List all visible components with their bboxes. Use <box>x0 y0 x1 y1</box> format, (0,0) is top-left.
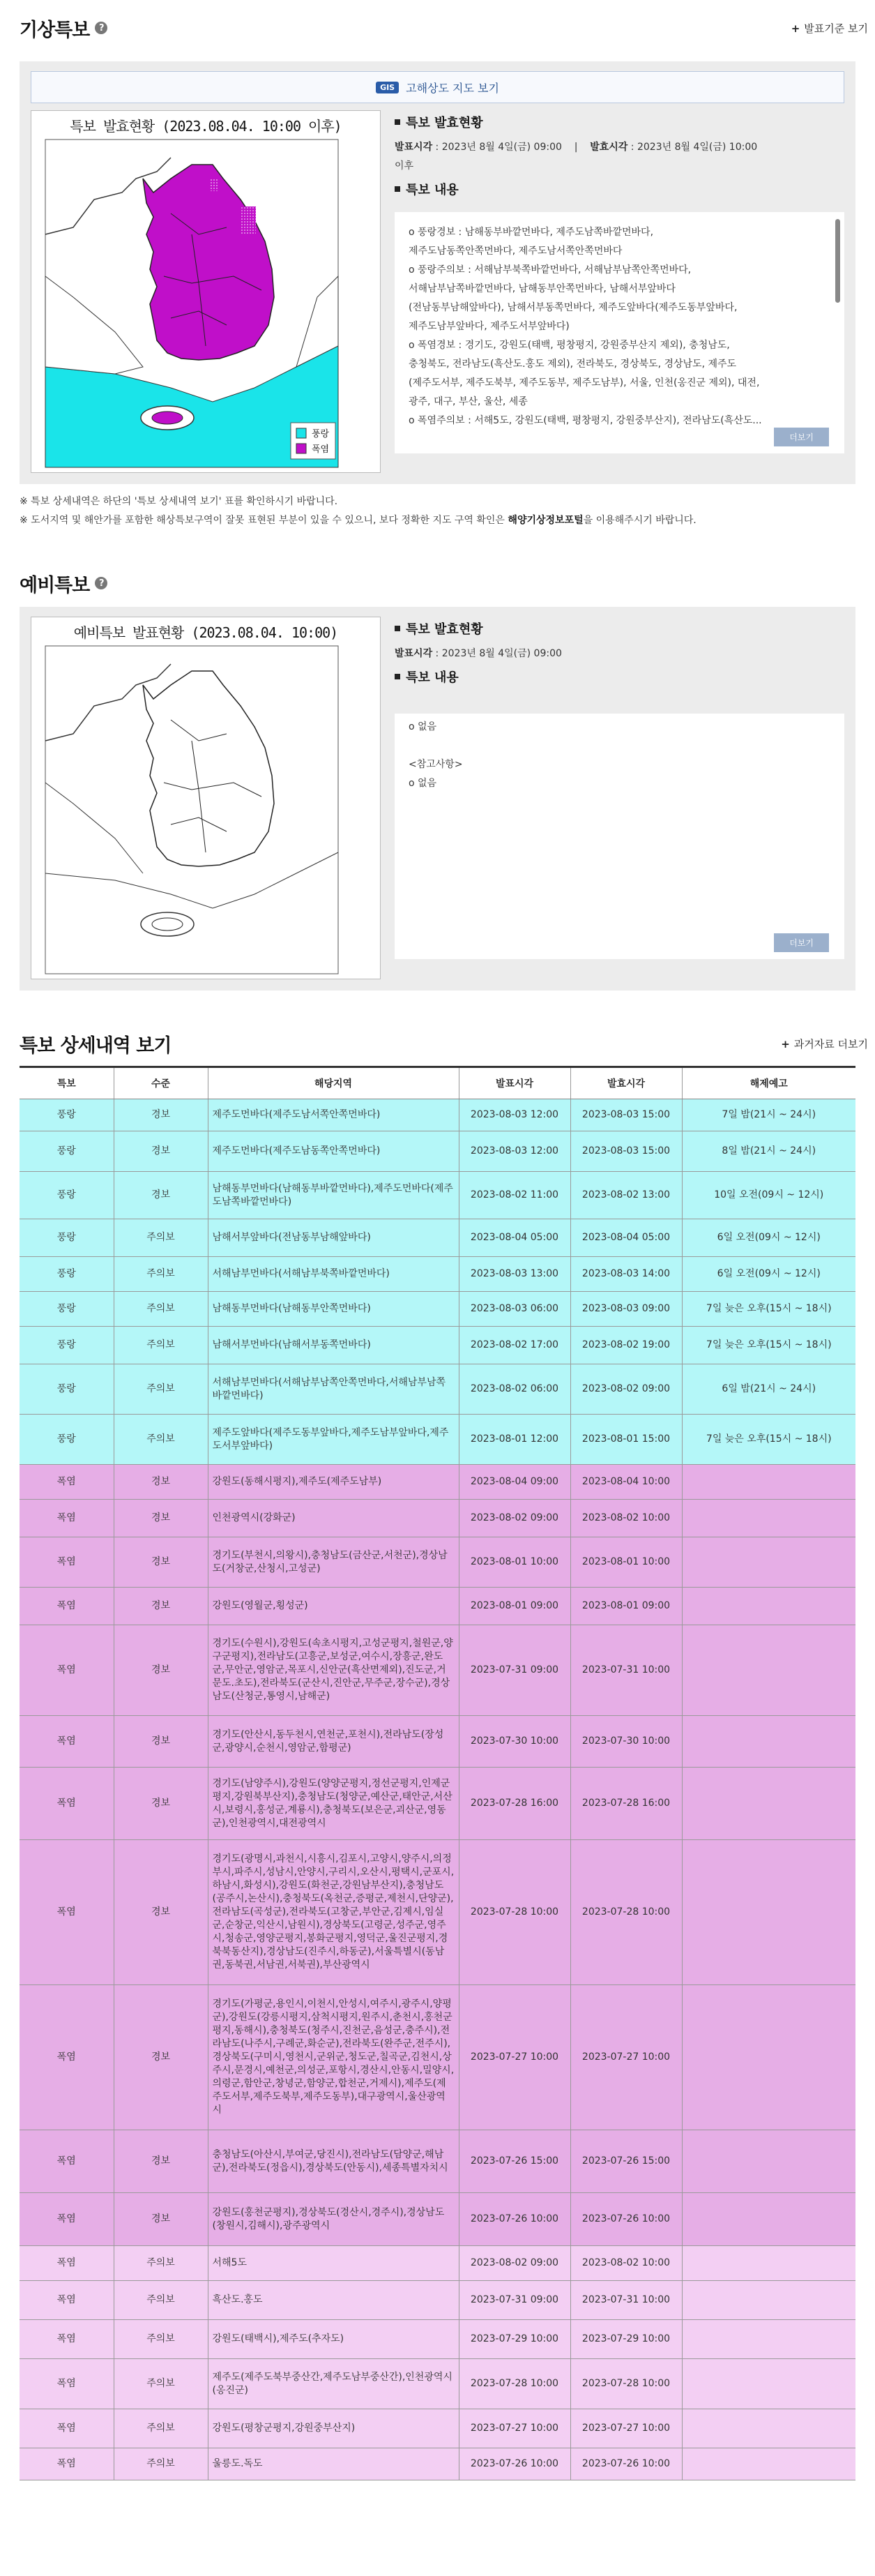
preliminary-map[interactable] <box>31 617 381 979</box>
cell-level: 주의보 <box>114 2448 208 2480</box>
announce-label: 발표시각 <box>395 648 433 659</box>
cell-release <box>682 1537 855 1588</box>
section-header <box>0 14 875 42</box>
bullet-icon <box>395 626 400 631</box>
section-weather-warning <box>0 0 875 530</box>
cell-type: 풍랑 <box>20 1364 114 1415</box>
cell-effective: 2023-08-03 14:00 <box>570 1257 682 1292</box>
table-row <box>20 2320 855 2359</box>
cell-area: 흑산도.홍도 <box>208 2281 459 2320</box>
warning-panel <box>20 61 855 484</box>
map-svg <box>31 137 380 474</box>
cell-announce: 2023-08-04 05:00 <box>459 1219 570 1257</box>
cell-area: 강원도(태백시),제주도(추자도) <box>208 2320 459 2359</box>
cell-type: 풍랑 <box>20 1172 114 1219</box>
table-row <box>20 2359 855 2409</box>
cell-release <box>682 2130 855 2193</box>
criteria-link[interactable] <box>791 21 868 36</box>
section-header <box>0 569 875 597</box>
table-row <box>20 1588 855 1625</box>
hires-map-label: 고해상도 지도 보기 <box>406 81 499 95</box>
cell-area: 경기도(가평군,용인시,이천시,안성시,여주시,광주시,양평군),강원도(강릉시평지,삼척시평지,원주시,춘천시,홍천군평지,동해시),충청북도(청주시,진천군,음성군,충주시),전라남도(나주시,구례군,화순군),전라북도(완주군,전주시),경상북도(구미시,영천시,군위군,청도군,칠곡군,김천시,상주시,문경시,예천군,의성군,포항시,경산시,안동시,밀양시,의령군,함안군,창녕군,함양군,합천군,거제시),제주도(제주도서부,제주도북부,제주도동부),대구광역시,울산광역시 <box>208 1985 459 2130</box>
panel-body <box>31 110 844 473</box>
cell-announce: 2023-08-02 09:00 <box>459 1500 570 1537</box>
section-preliminary-warning <box>0 569 875 991</box>
legend-wind-label: 풍랑 <box>312 429 330 439</box>
cell-effective: 2023-08-02 10:00 <box>570 2246 682 2281</box>
table-row <box>20 1768 855 1840</box>
section-title: 특보 상세내역 보기 <box>20 1034 172 1057</box>
table-row <box>20 2281 855 2320</box>
content-line: o 풍랑주의보 : 서해남부북쪽바깥먼바다, 서해남부남쪽안쪽먼바다, <box>409 264 692 276</box>
cell-area: 강원도(영월군,횡성군) <box>208 1588 459 1625</box>
cell-level: 경보 <box>114 1537 208 1588</box>
status-heading <box>395 113 844 131</box>
cell-type: 폭염 <box>20 2448 114 2480</box>
cell-effective: 2023-08-02 19:00 <box>570 1327 682 1364</box>
cell-announce: 2023-07-26 10:00 <box>459 2448 570 2480</box>
cell-type: 풍랑 <box>20 1219 114 1257</box>
note-tail: 을 이용해주시기 바랍니다. <box>583 515 697 526</box>
cell-release: 7일 늦은 오후(15시 ~ 18시) <box>682 1292 855 1327</box>
cell-release <box>682 2193 855 2246</box>
announce-value: 2023년 8월 4일(금) 09:00 <box>441 142 562 153</box>
table-row <box>20 1465 855 1500</box>
cell-type: 폭염 <box>20 2359 114 2409</box>
cell-announce: 2023-08-02 09:00 <box>459 2246 570 2281</box>
content-heading-text: 특보 내용 <box>406 670 459 685</box>
column-header: 해당지역 <box>208 1067 459 1099</box>
jeju-island <box>152 918 183 931</box>
preliminary-content-box[interactable] <box>395 714 844 959</box>
plus-icon: + <box>791 22 800 35</box>
cell-area: 강원도(홍천군평지),경상북도(경산시,경주시),경상남도(창원시,김해시),광주광역시 <box>208 2193 459 2246</box>
cell-release: 8일 밤(21시 ~ 24시) <box>682 1131 855 1172</box>
cell-effective: 2023-08-01 15:00 <box>570 1415 682 1465</box>
table-row <box>20 2409 855 2448</box>
cell-area: 남해서부먼바다(남해서부동쪽먼바다) <box>208 1327 459 1364</box>
more-button[interactable]: 더보기 <box>774 933 829 952</box>
cell-announce: 2023-07-31 09:00 <box>459 2281 570 2320</box>
effective-suffix: 이후 <box>395 160 414 172</box>
table-row <box>20 1292 855 1327</box>
cell-release <box>682 2448 855 2480</box>
table-row <box>20 1327 855 1364</box>
content-line: 충청북도, 전라남도(흑산도.홍도 제외), 전라북도, 경상북도, 경상남도, 제주도 <box>409 359 737 370</box>
bullet-icon <box>395 674 400 679</box>
preliminary-content-text <box>395 714 844 804</box>
cell-type: 폭염 <box>20 1465 114 1500</box>
cell-announce: 2023-07-26 15:00 <box>459 2130 570 2193</box>
cell-release <box>682 2409 855 2448</box>
cell-release <box>682 2359 855 2409</box>
announce-value: 2023년 8월 4일(금) 09:00 <box>441 648 562 659</box>
more-button[interactable]: 더보기 <box>774 428 829 446</box>
cell-announce: 2023-08-03 13:00 <box>459 1257 570 1292</box>
cell-type: 폭염 <box>20 1625 114 1716</box>
table-row <box>20 1625 855 1716</box>
note-text: ※ 도서지역 및 해안가를 포함한 해상특보구역이 잘못 표현된 부분이 있을 수 있으니, 보다 정확한 지도 구역 확인은 <box>20 515 508 526</box>
legend-heat-label: 폭염 <box>312 444 330 455</box>
cell-effective: 2023-08-02 13:00 <box>570 1172 682 1219</box>
content-line: 서해남부남쪽바깥먼바다, 남해동부안쪽먼바다, 남해서부앞바다 <box>409 283 676 294</box>
cell-effective: 2023-08-01 10:00 <box>570 1537 682 1588</box>
cell-effective: 2023-08-03 15:00 <box>570 1131 682 1172</box>
map-title: 예비특보 발표현황 (2023.08.04. 10:00) <box>73 624 338 641</box>
cell-level: 주의보 <box>114 2246 208 2281</box>
cell-area: 강원도(동해시평지),제주도(제주도남부) <box>208 1465 459 1500</box>
cell-type: 폭염 <box>20 1588 114 1625</box>
content-line: (제주도서부, 제주도북부, 제주도동부, 제주도남부), 서울, 인천(옹진군 제외), 대전, <box>409 377 760 389</box>
cell-release <box>682 1500 855 1537</box>
cell-release <box>682 1768 855 1840</box>
table-row <box>20 2193 855 2246</box>
section-title: 기상특보 <box>20 19 90 41</box>
heat-advisory-zone-2 <box>209 179 219 191</box>
cell-level: 경보 <box>114 1172 208 1219</box>
cell-level: 주의보 <box>114 2320 208 2359</box>
cell-announce: 2023-07-28 16:00 <box>459 1768 570 1840</box>
help-icon[interactable]: ? <box>95 22 107 34</box>
content-scrollbar[interactable] <box>835 219 840 303</box>
cell-area: 제주도먼바다(제주도남서쪽안쪽먼바다) <box>208 1099 459 1131</box>
cell-announce: 2023-07-30 10:00 <box>459 1716 570 1768</box>
cell-area: 경기도(안산시,동두천시,연천군,포천시),전라남도(장성군,광양시,순천시,영암군,함평군) <box>208 1716 459 1768</box>
cell-area: 남해서부앞바다(전남동부남해앞바다) <box>208 1219 459 1257</box>
cell-release <box>682 1465 855 1500</box>
content-line: o 폭염주의보 : 서해5도, 강원도(태백, 평창평지, 강원중부산지), 전라남도(흑산도... <box>409 415 762 426</box>
cell-type: 폭염 <box>20 2193 114 2246</box>
table-row <box>20 1099 855 1131</box>
cell-area: 남해동부먼바다(남해동부안쪽먼바다) <box>208 1292 459 1327</box>
cell-effective: 2023-07-26 10:00 <box>570 2193 682 2246</box>
effective-value: 2023년 8월 4일(금) 10:00 <box>637 142 758 153</box>
cell-area: 제주도(제주도북부중산간,제주도남부중산간),인천광역시(옹진군) <box>208 2359 459 2409</box>
gis-logo-icon: GIS <box>376 82 399 93</box>
cell-area: 강원도(평창군평지,강원중부산지) <box>208 2409 459 2448</box>
content-line: o 없음 <box>409 778 437 789</box>
cell-release <box>682 2246 855 2281</box>
cell-level: 경보 <box>114 1768 208 1840</box>
cell-announce: 2023-08-01 09:00 <box>459 1588 570 1625</box>
cell-release <box>682 2281 855 2320</box>
cell-type: 폭염 <box>20 1985 114 2130</box>
cell-level: 주의보 <box>114 2409 208 2448</box>
table-row <box>20 1172 855 1219</box>
cell-effective: 2023-07-26 15:00 <box>570 2130 682 2193</box>
status-heading <box>395 619 844 638</box>
warning-map[interactable] <box>31 110 381 473</box>
cell-release: 7일 늦은 오후(15시 ~ 18시) <box>682 1415 855 1465</box>
status-heading-text: 특보 발효현황 <box>406 622 483 637</box>
cell-effective: 2023-08-03 15:00 <box>570 1099 682 1131</box>
content-line: 광주, 대구, 부산, 울산, 세종 <box>409 396 528 407</box>
cell-level: 주의보 <box>114 1327 208 1364</box>
cell-announce: 2023-08-03 12:00 <box>459 1099 570 1131</box>
note-line-2 <box>20 511 855 530</box>
cell-release <box>682 1985 855 2130</box>
column-header: 발효시각 <box>570 1067 682 1099</box>
table-row <box>20 1537 855 1588</box>
cell-announce: 2023-07-31 09:00 <box>459 1625 570 1716</box>
cell-release <box>682 1840 855 1985</box>
cell-effective: 2023-07-26 10:00 <box>570 2448 682 2480</box>
column-header: 특보 <box>20 1067 114 1099</box>
cell-effective: 2023-07-27 10:00 <box>570 2409 682 2448</box>
past-data-link[interactable] <box>781 1037 868 1051</box>
column-header: 해제예고 <box>682 1067 855 1099</box>
section-title: 예비특보 <box>20 574 90 596</box>
cell-effective: 2023-08-04 10:00 <box>570 1465 682 1500</box>
content-line: o 풍랑경보 : 남해동부바깥먼바다, 제주도남쪽바깥먼바다, <box>409 227 654 238</box>
panel-body <box>31 617 844 979</box>
content-line: 제주도남부앞바다, 제주도서부앞바다) <box>409 321 570 332</box>
content-heading-text: 특보 내용 <box>406 183 459 197</box>
cell-announce: 2023-08-01 10:00 <box>459 1537 570 1588</box>
cell-area: 경기도(광명시,과천시,시흥시,김포시,고양시,양주시,의정부시,파주시,성남시,안양시,구리시,오산시,평택시,군포시,하남시,화성시),강원도(화천군,강원남부산지),충청남도(공주시,논산시),충청북도(옥천군,증평군,제천시,단양군),전라남도(곡성군),전라북도(고창군,부안군,김제시,임실군,순창군,익산시,남원시),경상북도(고령군,성주군,영주시,청송군,영양군평지,봉화군평지,영덕군,울진군평지,경북북동산지),경상남도(진주시,하동군),서울특별시(동남권,동북권,서남권,서북권),부산광역시 <box>208 1840 459 1985</box>
table-header-row <box>20 1067 855 1099</box>
cell-type: 폭염 <box>20 2281 114 2320</box>
cell-level: 경보 <box>114 2193 208 2246</box>
preliminary-info <box>395 617 844 979</box>
column-header: 수준 <box>114 1067 208 1099</box>
cell-type: 풍랑 <box>20 1257 114 1292</box>
warning-content-box[interactable] <box>395 212 844 453</box>
cell-announce: 2023-07-27 10:00 <box>459 2409 570 2448</box>
cell-type: 폭염 <box>20 2409 114 2448</box>
cell-area: 서해5도 <box>208 2246 459 2281</box>
cell-type: 풍랑 <box>20 1327 114 1364</box>
preliminary-panel <box>20 607 855 991</box>
cell-announce: 2023-07-26 10:00 <box>459 2193 570 2246</box>
table-row <box>20 1500 855 1537</box>
map-svg <box>31 643 380 981</box>
cell-effective: 2023-08-03 09:00 <box>570 1292 682 1327</box>
cell-level: 경보 <box>114 1588 208 1625</box>
cell-level: 경보 <box>114 1625 208 1716</box>
plus-icon: + <box>781 1037 790 1050</box>
cell-effective: 2023-07-28 10:00 <box>570 2359 682 2409</box>
cell-release: 7일 늦은 오후(15시 ~ 18시) <box>682 1327 855 1364</box>
cell-level: 경보 <box>114 2130 208 2193</box>
content-line: <참고사항> <box>409 759 463 770</box>
cell-level: 경보 <box>114 1985 208 2130</box>
cell-level: 경보 <box>114 1840 208 1985</box>
jeju-island <box>152 412 183 424</box>
section-header <box>0 1030 875 1057</box>
cell-effective: 2023-08-01 09:00 <box>570 1588 682 1625</box>
cell-type: 폭염 <box>20 1716 114 1768</box>
table-row <box>20 1131 855 1172</box>
map-title: 특보 발효현황 (2023.08.04. 10:00 이후) <box>70 118 342 135</box>
cell-area: 울릉도.독도 <box>208 2448 459 2480</box>
cell-level: 주의보 <box>114 1219 208 1257</box>
cell-announce: 2023-07-28 10:00 <box>459 2359 570 2409</box>
cell-level: 주의보 <box>114 1257 208 1292</box>
cell-announce: 2023-08-02 06:00 <box>459 1364 570 1415</box>
note-line: ※ 특보 상세내역은 하단의 '특보 상세내역 보기' 표를 확인하시기 바랍니다. <box>20 496 338 507</box>
effective-label: 발효시각 <box>590 142 628 153</box>
cell-announce: 2023-07-29 10:00 <box>459 2320 570 2359</box>
bullet-icon <box>395 119 400 125</box>
cell-effective: 2023-07-28 16:00 <box>570 1768 682 1840</box>
content-line: o 없음 <box>409 721 437 732</box>
hires-map-button[interactable] <box>31 71 844 103</box>
bullet-icon <box>395 186 400 192</box>
cell-area: 인천광역시(강화군) <box>208 1500 459 1537</box>
past-data-label: 과거자료 더보기 <box>793 1037 868 1050</box>
table-row <box>20 2448 855 2480</box>
cell-announce: 2023-08-04 09:00 <box>459 1465 570 1500</box>
page-title <box>20 15 107 42</box>
cell-level: 경보 <box>114 1716 208 1768</box>
cell-release: 6일 밤(21시 ~ 24시) <box>682 1364 855 1415</box>
content-heading <box>395 668 844 686</box>
table-row <box>20 2246 855 2281</box>
heat-advisory-zone <box>241 206 256 234</box>
cell-effective: 2023-07-31 10:00 <box>570 1625 682 1716</box>
criteria-link-label: 발표기준 보기 <box>804 22 868 35</box>
announce-meta: 발표시각 : 2023년 8월 4일(금) 09:00 <box>395 648 562 659</box>
cell-release <box>682 1625 855 1716</box>
legend-wind-swatch <box>296 428 306 438</box>
warning-content-text <box>395 212 844 442</box>
warning-detail-table <box>20 1066 855 2480</box>
table-row <box>20 1364 855 1415</box>
cell-announce: 2023-08-02 17:00 <box>459 1327 570 1364</box>
cell-type: 폭염 <box>20 2320 114 2359</box>
warning-notes <box>0 484 875 530</box>
cell-area: 서해남부먼바다(서해남부북쪽바깥먼바다) <box>208 1257 459 1292</box>
marine-portal-link[interactable]: 해양기상정보포털 <box>508 515 584 526</box>
section-warning-details <box>0 1030 875 2480</box>
table-row <box>20 1415 855 1465</box>
column-header: 발표시각 <box>459 1067 570 1099</box>
cell-effective: 2023-07-31 10:00 <box>570 2281 682 2320</box>
cell-type: 풍랑 <box>20 1131 114 1172</box>
content-line: (전남동부남해앞바다), 남해서부동쪽먼바다, 제주도앞바다(제주도동부앞바다, <box>409 302 738 313</box>
content-line: o 폭염경보 : 경기도, 강원도(태백, 평창평지, 강원중부산지 제외), 충청남도, <box>409 340 730 351</box>
cell-type: 폭염 <box>20 1768 114 1840</box>
cell-type: 폭염 <box>20 1537 114 1588</box>
announce-meta: 발표시각 : 2023년 8월 4일(금) 09:00 | 발효시각 : 2023년 8월 4일(금) 10:00 이후 <box>395 142 758 172</box>
cell-area: 제주도먼바다(제주도남동쪽안쪽먼바다) <box>208 1131 459 1172</box>
table-row <box>20 1985 855 2130</box>
cell-release <box>682 1716 855 1768</box>
announce-label: 발표시각 <box>395 142 433 153</box>
cell-effective: 2023-07-30 10:00 <box>570 1716 682 1768</box>
cell-area: 제주도앞바다(제주도동부앞바다,제주도남부앞바다,제주도서부앞바다) <box>208 1415 459 1465</box>
cell-release <box>682 2320 855 2359</box>
table-row <box>20 1257 855 1292</box>
cell-area: 경기도(수원시),강원도(속초시평지,고성군평지,철원군,양구군평지),전라남도(고흥군,보성군,여수시,장흥군,완도군,무안군,영암군,목포시,신안군(흑산면제외),진도군,거문도.초도),전라북도(군산시,진안군,무주군,장수군),경상남도(산청군,통영시,남해군) <box>208 1625 459 1716</box>
cell-area: 충청남도(아산시,부여군,당진시),전라남도(담양군,해남군),전라북도(정읍시),경상북도(안동시),세종특별자치시 <box>208 2130 459 2193</box>
content-line <box>409 737 816 755</box>
cell-release <box>682 1588 855 1625</box>
help-icon[interactable]: ? <box>95 577 107 589</box>
cell-area: 서해남부먼바다(서해남부남쪽안쪽먼바다,서해남부남쪽바깥먼바다) <box>208 1364 459 1415</box>
cell-release: 6일 오전(09시 ~ 12시) <box>682 1257 855 1292</box>
cell-type: 풍랑 <box>20 1292 114 1327</box>
cell-announce: 2023-08-02 11:00 <box>459 1172 570 1219</box>
table-row <box>20 1219 855 1257</box>
table-row <box>20 1840 855 1985</box>
cell-announce: 2023-07-28 10:00 <box>459 1840 570 1985</box>
cell-effective: 2023-08-04 05:00 <box>570 1219 682 1257</box>
cell-area: 경기도(남양주시),강원도(양양군평지,정선군평지,인제군평지,강원북부산지),충청남도(청양군,예산군,태안군,서산시,보령시,홍성군,계룡시),충청북도(보은군,괴산군,영동군),인천광역시,대전광역시 <box>208 1768 459 1840</box>
section-title-wrap <box>20 570 107 597</box>
cell-area: 경기도(부천시,의왕시),충청남도(금산군,서천군),경상남도(거창군,산청시,고성군) <box>208 1537 459 1588</box>
content-line: 제주도남동쪽안쪽먼바다, 제주도남서쪽안쪽먼바다 <box>409 246 623 257</box>
cell-effective: 2023-08-02 10:00 <box>570 1500 682 1537</box>
cell-effective: 2023-08-02 09:00 <box>570 1364 682 1415</box>
cell-effective: 2023-07-29 10:00 <box>570 2320 682 2359</box>
cell-level: 경보 <box>114 1500 208 1537</box>
cell-type: 폭염 <box>20 2130 114 2193</box>
cell-level: 주의보 <box>114 2281 208 2320</box>
cell-level: 주의보 <box>114 2359 208 2409</box>
content-heading <box>395 180 844 198</box>
cell-type: 풍랑 <box>20 1415 114 1465</box>
cell-area: 남해동부먼바다(남해동부바깥먼바다),제주도먼바다(제주도남쪽바깥먼바다) <box>208 1172 459 1219</box>
table-row <box>20 1716 855 1768</box>
table-row <box>20 2130 855 2193</box>
cell-release: 6일 오전(09시 ~ 12시) <box>682 1219 855 1257</box>
cell-level: 경보 <box>114 1465 208 1500</box>
warning-info <box>395 110 844 473</box>
cell-level: 주의보 <box>114 1415 208 1465</box>
cell-release: 10일 오전(09시 ~ 12시) <box>682 1172 855 1219</box>
cell-level: 주의보 <box>114 1292 208 1327</box>
legend-heat-swatch <box>296 444 306 453</box>
cell-type: 폭염 <box>20 1840 114 1985</box>
cell-effective: 2023-07-28 10:00 <box>570 1840 682 1985</box>
cell-type: 폭염 <box>20 2246 114 2281</box>
status-heading-text: 특보 발효현황 <box>406 116 483 130</box>
cell-type: 폭염 <box>20 1500 114 1537</box>
cell-announce: 2023-07-27 10:00 <box>459 1985 570 2130</box>
table-body <box>20 1099 855 2480</box>
cell-level: 주의보 <box>114 1364 208 1415</box>
cell-level: 경보 <box>114 1099 208 1131</box>
cell-level: 경보 <box>114 1131 208 1172</box>
cell-type: 풍랑 <box>20 1099 114 1131</box>
cell-announce: 2023-08-03 12:00 <box>459 1131 570 1172</box>
cell-effective: 2023-07-27 10:00 <box>570 1985 682 2130</box>
cell-release: 7일 밤(21시 ~ 24시) <box>682 1099 855 1131</box>
cell-announce: 2023-08-01 12:00 <box>459 1415 570 1465</box>
cell-announce: 2023-08-03 06:00 <box>459 1292 570 1327</box>
